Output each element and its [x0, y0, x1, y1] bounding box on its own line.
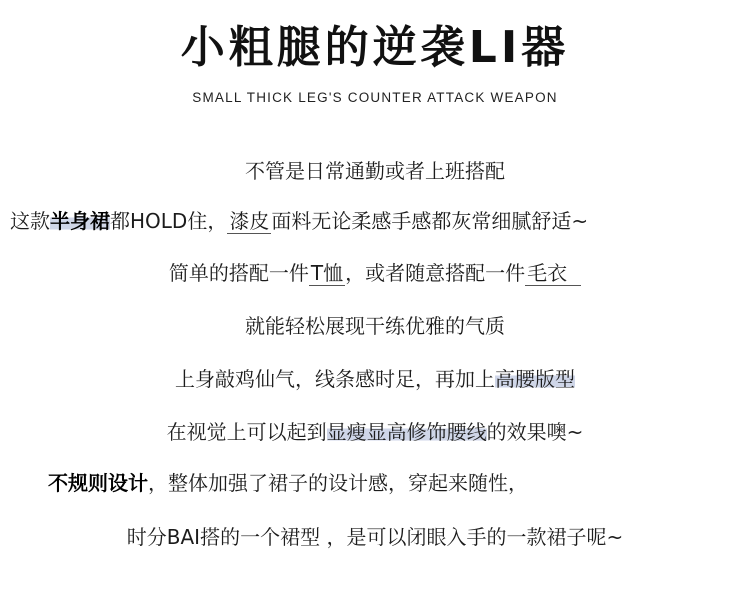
- highlight-high-waist: 高腰版型: [495, 367, 575, 391]
- line-5-text-a: 上身敲鸡仙气，线条感时足，再加上: [175, 367, 495, 391]
- line-2-text-b: 都HOLD住，: [110, 209, 228, 233]
- highlight-skirt: 半身裙: [50, 209, 110, 233]
- bold-irregular-design: 不规则设计: [48, 471, 148, 495]
- body-line-8: [0, 522, 750, 552]
- page-subtitle: SMALL THICK LEG'S COUNTER ATTACK WEAPON: [192, 90, 558, 105]
- line-1-text: 不管是日常通勤或者上班搭配: [245, 159, 505, 183]
- line-7-text: ，整体加强了裙子的设计感，穿起来随性，: [148, 471, 528, 495]
- underline-sweater: 毛衣: [525, 261, 581, 286]
- body-line-3: [0, 258, 750, 288]
- body-line-2: [10, 206, 750, 236]
- line-3-text-a: 简单的搭配一件: [168, 261, 309, 285]
- underline-patent-leather: 漆皮: [229, 209, 270, 233]
- line-4-text: 就能轻松展现干练优雅的气质: [245, 314, 505, 338]
- line-8-text: 时分BAI搭的一个裙型 ，是可以闭眼入手的一款裙子呢~: [126, 525, 624, 549]
- page-title: 小粗腿的逆袭LI器: [180, 22, 570, 73]
- body-line-1: [0, 156, 750, 186]
- body-line-4: [0, 311, 750, 341]
- line-6-text-b: 的效果噢~: [486, 420, 584, 444]
- body-line-7: [48, 468, 748, 498]
- body-line-5: [0, 364, 750, 394]
- line-3-text-b: ，或者随意搭配一件: [345, 261, 526, 285]
- underline-tshirt: T恤: [310, 261, 344, 285]
- line-2-text-c: 面料无论柔感手感都灰常细腻舒适~: [271, 209, 589, 233]
- highlight-slimming: 显瘦显高修饰腰线: [326, 420, 487, 444]
- body-line-6: [0, 417, 750, 447]
- line-2-text-a: 这款: [10, 209, 50, 233]
- line-6-text-a: 在视觉上可以起到: [166, 420, 327, 444]
